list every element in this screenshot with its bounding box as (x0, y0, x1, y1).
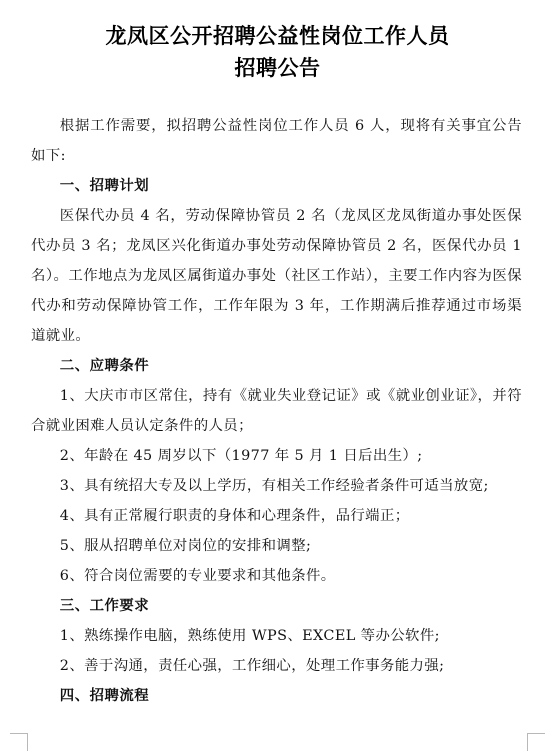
section-heading-plan: 一、招聘计划 (59, 178, 150, 194)
document-title-line2: 招聘公告 (234, 56, 321, 80)
condition-item-1: 1、大庆市市区常住，持有《就业失业登记证》或《就业创业证》，并符合就业困难人员认定条件的人员； (31, 388, 522, 434)
condition-item-2: 2、年龄在 45 周岁以下（1977 年 5 月 1 日后出生）; (59, 448, 423, 464)
crop-mark-left-vertical (27, 733, 28, 751)
crop-mark-right-horizontal (528, 733, 545, 734)
condition-item-6: 6、符合岗位需要的专业要求和其他条件。 (59, 568, 336, 584)
condition-item-3: 3、具有统招大专及以上学历，有相关工作经验者条件可适当放宽; (59, 478, 489, 494)
condition-item-5: 5、服从招聘单位对岗位的安排和调整; (59, 538, 312, 554)
requirement-item-2: 2、善于沟通，责任心强，工作细心，处理工作事务能力强; (59, 658, 445, 674)
crop-mark-right-vertical (527, 733, 528, 751)
document-title-line1: 龙凤区公开招聘公益性岗位工作人员 (105, 24, 450, 48)
section-heading-conditions: 二、应聘条件 (59, 358, 150, 374)
condition-item-4: 4、具有正常履行职责的身体和心理条件，品行端正； (59, 508, 410, 524)
section-heading-requirements: 三、工作要求 (59, 598, 150, 614)
plan-paragraph: 医保代办员 4 名，劳动保障协管员 2 名（龙凤区龙凤街道办事处医保代办员 3 名；龙凤区兴化街道办事处劳动保障协管员 2 名，医保代办员 1 名）。工作地点为龙凤区属街道办事处（社区工作站），主要工作内容为医保代办和劳动保障协管工作，工作年限为 3 年，工作期满后推荐通过市场渠道就业。 (31, 208, 522, 344)
intro-paragraph: 根据工作需要，拟招聘公益性岗位工作人员 6 人，现将有关事宜公告如下: (31, 118, 522, 164)
section-heading-process: 四、招聘流程 (59, 688, 150, 704)
document-body (31, 111, 522, 711)
requirement-item-1: 1、熟练操作电脑，熟练使用 WPS、EXCEL 等办公软件; (59, 628, 440, 644)
crop-mark-left-horizontal (10, 733, 27, 734)
